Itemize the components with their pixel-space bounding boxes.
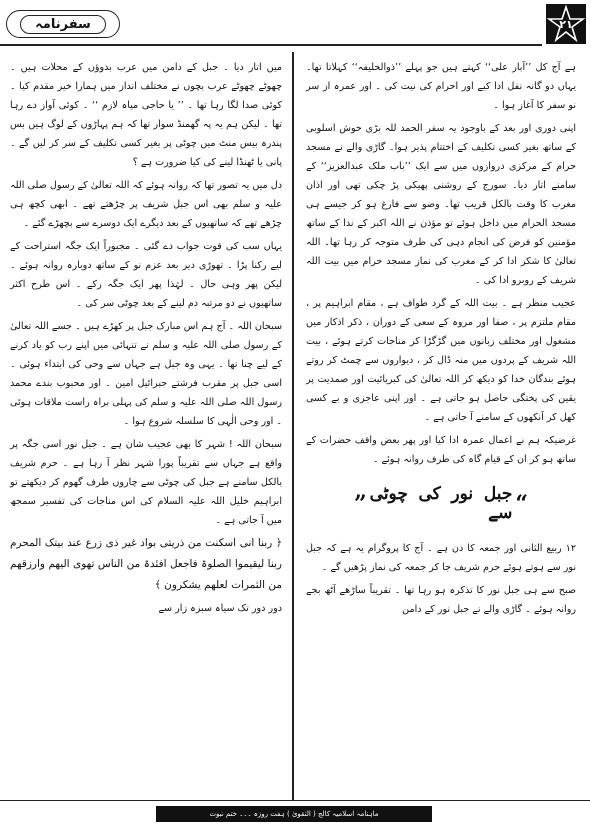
- arabic-quote: ﴿ ربنا انی اسکنت من ذریتی بواد غیر ذی زرع عند بیتک المحرم ربنا لیقیموا الصلوۃ فاجعل افئدۃ من الناس تھوی الیھم وارزقھم من الثمرات لعلھم یشکرون ﴾: [10, 537, 282, 591]
- paragraph: صبح سے ہی جبل نور کا تذکرہ ہو رہا تھا ۔ تقریباً ساڑھے آٹھ بجے روانہ ہوئے ۔ گاڑی والے نے جبل نور کے دامن: [306, 585, 576, 615]
- section-title: سفرنامہ: [20, 15, 106, 34]
- paragraph: سبحان اللہ ! شہر کا بھی عجیب شان ہے ۔ جبل نور اسی جگہ پر واقع ہے جہاں سے تقریباً پورا شہر نظر آ رہا ہے ۔ حرم شریف بالکل سامنے ہے جبل کی چوٹی سے چاروں طرف گھوم کر دیکھتے تو ابراہیم خلیل اللہ علیہ السلام کی اس مناجات کی تفسیر سمجھ میں آ جاتی ہے ۔: [10, 439, 282, 526]
- column-divider: [292, 52, 294, 800]
- footer-text: ماہنامہ اسلامیہ کالج ( التقویٰ ) ہفت روزہ ۔۔۔ ختم نبوت: [209, 810, 379, 818]
- paragraph: غرضیکہ ہم نے اعمال عمرہ ادا کیا اور پھر بعض واقف حضرات کے ساتھ ہو کر ان کے قیام گاہ کی طرف روانہ ہوئے ۔: [306, 435, 576, 465]
- page-number-box: [546, 4, 586, 44]
- section-heading-text: جبل نور کی چوٹی سے: [369, 484, 513, 523]
- open-quote-mark: “: [515, 490, 528, 517]
- paragraph: دل میں یہ تصور تھا کہ روانہ ہوئے کہ اللہ تعالیٰ کے رسول صلی اللہ علیہ و سلم بھی اس جبل شریف پر چڑھتے تھے ۔ ابھی کچھ ہی چڑھے تھے کہ ساتھیوں کے بعد دیگرے ایک دوسرے سے بچھڑے گئے ۔: [10, 180, 282, 229]
- left-column: [10, 58, 282, 621]
- paragraph-tail: دور دور تک سیاہ سبزہ زار سے: [158, 603, 282, 614]
- footer-banner: [156, 806, 432, 822]
- right-column: [306, 58, 576, 622]
- footer-rule: [0, 800, 590, 801]
- section-badge: [6, 10, 120, 38]
- section-heading: [351, 484, 531, 523]
- paragraph: ہے آج کل ’’آبار علی‘‘ کہتے ہیں جو پہلے ’’ذوالحلیفہ‘‘ کہلاتا تھا۔ یہاں دو گانہ نفل ادا کیے اور احرام کی نیت کی ۔ اور عمرہ از سر نو سفر کا آغاز ہوا ۔: [306, 62, 576, 111]
- paragraph: یہاں سب کی قوت جواب دے گئی ۔ مجبوراً ایک جگہ استراحت کے لیے رکنا پڑا ۔ تھوڑی دیر بعد عزم نو کے ساتھ دوبارہ روانہ ہوئے ۔ لیکن پھر وہی حال ۔ لہٰذا پھر ایک جگہ رکے ۔ اس طرح اکثر ساتھیوں نے دو مرتبہ دم لینے کے بعد چوٹی سر کی ۔: [10, 241, 282, 309]
- header-rule: [0, 44, 542, 46]
- page-number: ۲۱: [559, 17, 573, 31]
- paragraph: ۱۲ ربیع الثانی اور جمعہ کا دن ہے ۔ آج کا پروگرام یہ ہے کہ جبل نور سے ہوتے ہوئے حرم شریف جا کر جمعہ کی نماز پڑھیں گے ۔: [306, 543, 576, 573]
- paragraph: اپنی دوری اور بعد کے باوجود یہ سفر الحمد للہ بڑی خوش اسلوبی کے ساتھ بغیر کسی تکلیف کے اختتام پذیر ہوا۔ گاڑی والے نے مسجد حرام کے مرکزی دروازوں میں سے ایک ’’باب ملک عبدالعزیز‘‘ کے سامنے اتار دیا۔ سورج کے روشنی پھیکی پڑ چکی تھی اور اذان مغرب کا وقت بالکل قریب تھا۔ وضو سے فارغ ہو کر جیسے ہی مسجد الحرام میں داخل ہوئے تو مؤذن نے اللہ اکبر کے ندا کے ساتھ مؤمنین کو فرض کی انجام دہی کی طرف متوجہ کر رہا تھا۔ اللہ تعالیٰ کا شکر ادا کر کے مغرب کی نماز مسجد حرام میں بیت اللہ شریف کے روبرو ادا کی ۔: [306, 123, 576, 286]
- paragraph: عجیب منظر ہے ۔ بیت اللہ کے گرد طواف ہے ، مقام ابراہیم پر ، مقام ملتزم پر ، صفا اور مروہ کے سعی کے دوران ، ذکر اذکار میں مشغول اور مختلف زبانوں میں گڑگڑا کر مناجات کرتے ہوئے ، بیت اللہ شریف کے پردوں میں منہ ڈال کر ، دیواروں سے چمٹ کر روتے ہوئے بندگان خدا کو دیکھ کر اللہ تعالیٰ کی کبریائیت اور صمدیت پر یقین کی پختگی حاصل ہو جاتی ہے ۔ اور اپنی عاجزی و بے کسی کھل کر آنکھوں کے سامنے آ جاتی ہے ۔: [306, 298, 576, 423]
- close-quote-mark: ”: [354, 490, 367, 517]
- paragraph: سبحان اللہ ۔ آج ہم اس مبارک جبل پر کھڑے ہیں ۔ جسے اللہ تعالیٰ کے رسول صلی اللہ علیہ و سلم نے تنہائی میں اپنے رب کو یاد کرنے کے لیے چنا تھا ۔ یہی وہ جبل ہے جہاں سے وحی کی ابتداء ہوئی ۔ اسی جبل پر مقرب فرشتے جبرائیل امین ۔ اور محبوب بندے محمد رسول اللہ صلی اللہ علیہ و سلم کی پہلی براہ راست ملاقات ہوئی ۔ اور وحی الٰہی کا سلسلہ شروع ہوا ۔: [10, 321, 282, 427]
- paragraph: میں اتار دیا ۔ جبل کے دامن میں عرب بدوؤں کے محلات ہیں ۔ چھوٹے چھوٹے عرب بچوں نے مختلف انداز میں ہمارا خیر مقدم کیا ۔ کوئی صدا لگا رہا تھا ۔ ’’ یا حاجی میاہ لازم ‘‘ ۔ کوئی آواز دے رہا تھا ۔ لیکن ہم یہ پہ گھمنڈ سوار تھا کہ ہم پہاڑوں کے لوگ ہیں بس پندرہ بیس منٹ میں چوٹی پر بغیر کسی تکلیف کے سر کر لیں گے ۔ پانی یا ٹھنڈا لینے کی کیا ضرورت ہے ؟: [10, 62, 282, 168]
